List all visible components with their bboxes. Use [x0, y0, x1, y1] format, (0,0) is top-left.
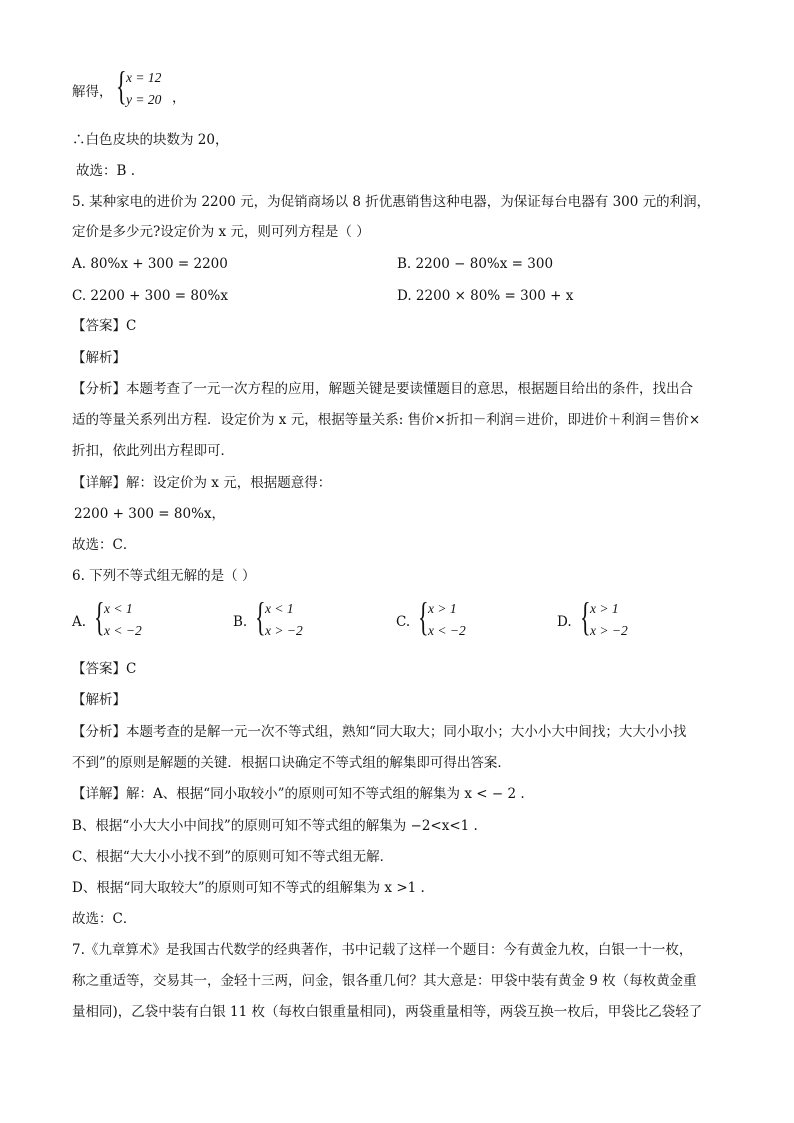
white-count-line: ∴白色皮块的块数为 20， — [72, 132, 229, 148]
q6-fenxi-line-1: 【分析】本题考查的是解一元一次不等式组，熟知“同大取大；同小取小；大小小大中间找；大大小小找 — [72, 724, 687, 740]
system-row-1: x < 1 — [104, 601, 133, 616]
system-row-1: x < 1 — [265, 601, 294, 616]
q5-option-c: C. 2200 + 300 = 80%x — [72, 288, 228, 304]
solve-label: 解得， — [72, 84, 113, 100]
system-row-2: x < −2 — [428, 623, 466, 638]
q5-stem-line-2: 定价是多少元?设定价为 x 元，则可列方程是（ ） — [72, 224, 370, 240]
q5-choose: 故选：C． — [72, 537, 137, 553]
q7-line-3: 量相同)，乙袋中装有白银 11 枚（每枚白银重量相同)，两袋重量相等，两袋互换一枚后，甲袋比乙袋轻了 — [72, 1004, 703, 1020]
q6-option-a-label: A. — [72, 614, 87, 630]
q5-analysis-heading: 【解析】 — [72, 350, 126, 366]
brace-icon: { — [580, 594, 591, 639]
q6-option-b-label: B. — [233, 614, 248, 630]
q6-choose: 故选：C． — [72, 911, 137, 927]
q5-stem-line-1: 5. 某种家电的进价为 2200 元，为促销商场以 8 折优惠销售这种电器，为保证每台电器有 300 元的利润， — [72, 194, 711, 210]
q6-option-d-label: D. — [557, 614, 572, 630]
q6-answer: 【答案】C — [72, 661, 137, 677]
q5-fenxi-line-3: 折扣，依此列出方程即可． — [72, 443, 234, 459]
q7-line-1: 7.《九章算术》是我国古代数学的经典著作，书中记载了这样一个题目：今有黄金九枚，白银一十一枚， — [72, 942, 693, 958]
q5-option-b: B. 2200 − 80%x = 300 — [397, 256, 554, 272]
q5-fenxi-line-2: 适的等量关系列出方程．设定价为 x 元，根据等量关系: 售价×折扣－利润＝进价，即进价＋利润＝售价× — [72, 412, 701, 428]
system-row-2: x < −2 — [104, 623, 142, 638]
q6-xiangjie-line-2: B、根据“小大大小中间找”的原则可知不等式组的解集为 −2<x<1 . — [72, 818, 478, 834]
q6-stem: 6. 下列不等式组无解的是（ ） — [72, 568, 256, 584]
system-row-2: y = 20 — [126, 92, 162, 107]
system-row-1: x = 12 — [126, 70, 162, 85]
q6-xiangjie-line-4: D、根据“同大取较大”的原则可知不等式的组解集为 x >1 . — [72, 880, 425, 896]
brace-icon: { — [255, 594, 266, 639]
q6-fenxi-line-2: 不到”的原则是解题的关键．根据口诀确定不等式组的解集即可得出答案． — [72, 755, 511, 771]
q5-fenxi-line-1: 【分析】本题考查了一元一次方程的应用，解题关键是要读懂题目的意思，根据题目给出的条件，找出合 — [72, 381, 693, 397]
q6-analysis-heading: 【解析】 — [72, 692, 126, 708]
system-row-1: x > 1 — [428, 601, 457, 616]
system-tail: ， — [172, 90, 186, 106]
q5-option-d: D. 2200 × 80% = 300 + x — [397, 288, 574, 304]
q5-xiangjie-line: 【详解】解：设定价为 x 元，根据题意得： — [72, 475, 332, 491]
brace-icon: { — [116, 63, 127, 108]
system-row-2: x > −2 — [265, 623, 303, 638]
system-row-2: x > −2 — [590, 623, 628, 638]
system-row-1: x > 1 — [590, 601, 619, 616]
q5-option-a: A. 80%x + 300 = 2200 — [72, 256, 228, 272]
q5-answer: 【答案】C — [72, 318, 137, 334]
q6-xiangjie-line-3: C、根据“大大小小找不到”的原则可知不等式组无解． — [72, 849, 394, 865]
choose-b-line: 故选：B . — [76, 163, 136, 179]
brace-icon: { — [418, 594, 429, 639]
q6-xiangjie-line-1: 【详解】解：A、根据“同小取较小”的原则可知不等式组的解集为 x < − 2 . — [72, 786, 525, 802]
brace-icon: { — [94, 594, 105, 639]
q5-equation: 2200 + 300 = 80%x， — [74, 506, 226, 522]
q7-line-2: 称之重适等，交易其一，金轻十三两，问金，银各重几何？其大意是：甲袋中装有黄金 9 枚（每枚黄金重 — [72, 973, 697, 989]
q6-option-c-label: C. — [396, 614, 411, 630]
